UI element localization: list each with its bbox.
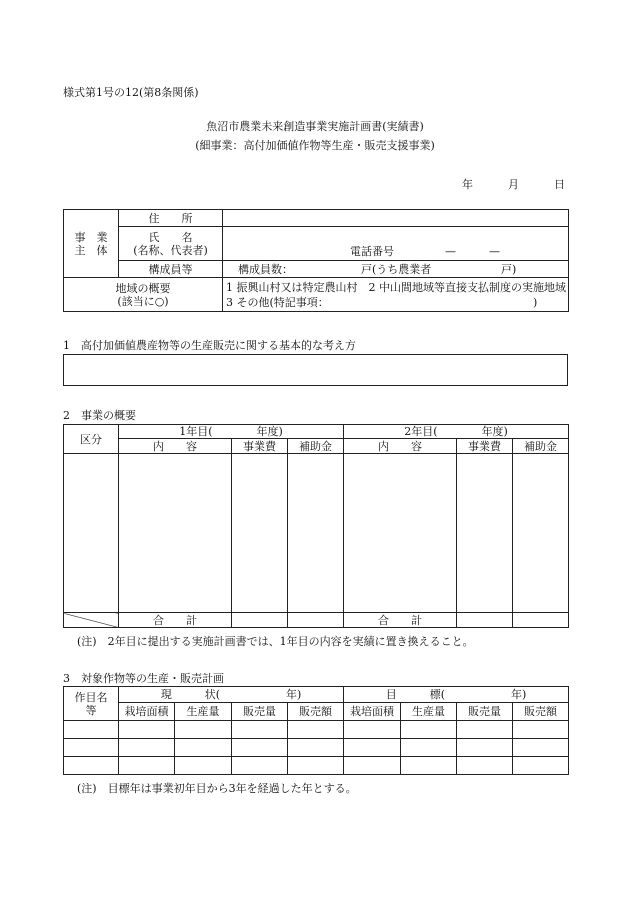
phone-label: 電話番号 — [350, 245, 394, 258]
crop-label-line-1: 作目名 — [74, 690, 108, 704]
members-count-label: 構成員数： — [238, 263, 293, 276]
table-cell[interactable] — [457, 739, 513, 757]
section1-heading: 1 高付加価値農産物等の生産販売に関する基本的な考え方 — [63, 339, 356, 352]
name-label: 氏 名 — [148, 230, 193, 244]
year2-subsidy-total[interactable] — [513, 613, 569, 628]
region-options[interactable] — [223, 278, 569, 312]
col-header: 栽培面積 — [344, 703, 401, 721]
households-label: 戸(うち農業者 — [361, 263, 432, 276]
year2-cost-label: 事業費 — [457, 439, 513, 454]
section1-input-box[interactable] — [63, 354, 568, 386]
address-field[interactable] — [223, 210, 569, 227]
table-row — [64, 739, 569, 757]
year1-subsidy-total[interactable] — [288, 613, 344, 628]
table-cell[interactable] — [401, 757, 457, 775]
table-cell[interactable] — [232, 757, 288, 775]
section3-heading: 3 対象作物等の生産・販売計画 — [63, 672, 224, 685]
year1-total-label: 合 計 — [119, 613, 232, 628]
table-cell[interactable] — [175, 757, 232, 775]
project-summary-table — [63, 424, 569, 628]
applicant-group-label-2: 主 体 — [74, 243, 108, 257]
name-sub-label: (名称、代表者) — [133, 243, 208, 257]
region-option-line-1: 1 振興山村又は特定農山村 2 中山間地域等直接支払制度の実施地域 — [226, 281, 566, 294]
table-cell[interactable] — [64, 721, 119, 739]
year2-cost-field[interactable] — [457, 454, 513, 613]
table-row — [64, 757, 569, 775]
date-day: 日 — [554, 178, 565, 191]
region-option-line-2: 3 その他(特記事項： — [226, 296, 329, 309]
region-sub-label: (該当に○) — [117, 294, 169, 308]
category-label: 区分 — [64, 425, 119, 454]
year2-subsidy-field[interactable] — [513, 454, 569, 613]
table-cell[interactable] — [401, 721, 457, 739]
table-cell[interactable] — [232, 739, 288, 757]
col-header: 販売量 — [457, 703, 513, 721]
date-month: 月 — [508, 178, 519, 191]
page-subtitle: (細事業：高付加価値作物等生産・販売支援事業) — [195, 139, 435, 152]
category-field[interactable] — [64, 454, 119, 613]
table-cell[interactable] — [288, 757, 344, 775]
members-label: 構成員等 — [119, 261, 223, 278]
year1-subsidy-label: 補助金 — [288, 439, 344, 454]
crop-label-line-2: 等 — [85, 703, 97, 717]
col-header: 生産量 — [401, 703, 457, 721]
households-end: 戸) — [501, 263, 517, 276]
col-header: 販売額 — [513, 703, 569, 721]
total-diagonal-cell — [64, 613, 119, 628]
table-cell[interactable] — [288, 721, 344, 739]
region-option-close: ) — [533, 296, 538, 309]
crop-label — [64, 687, 119, 721]
section3-note: (注) 目標年は事業初年目から3年を経過した年とする。 — [77, 782, 357, 795]
year2-content-field[interactable] — [344, 454, 457, 613]
table-cell[interactable] — [64, 739, 119, 757]
year2-cost-total[interactable] — [457, 613, 513, 628]
section2-heading: 2 事業の概要 — [63, 409, 136, 422]
col-header: 栽培面積 — [119, 703, 175, 721]
table-cell[interactable] — [232, 721, 288, 739]
table-cell[interactable] — [457, 721, 513, 739]
applicant-table — [63, 209, 569, 312]
col-header: 販売量 — [232, 703, 288, 721]
table-cell[interactable] — [288, 739, 344, 757]
current-status-label: 現 状( 年) — [119, 687, 344, 703]
col-header: 生産量 — [175, 703, 232, 721]
table-cell[interactable] — [344, 721, 401, 739]
table-cell[interactable] — [513, 739, 569, 757]
table-row — [64, 721, 569, 739]
year1-cost-label: 事業費 — [232, 439, 288, 454]
table-cell[interactable] — [119, 757, 175, 775]
phone-dashes: — — — [445, 245, 500, 258]
year1-subsidy-field[interactable] — [288, 454, 344, 613]
year2-label: 2年目( 年度) — [344, 425, 569, 439]
table-cell[interactable] — [401, 739, 457, 757]
table-cell[interactable] — [175, 721, 232, 739]
region-label: 地域の概要 — [115, 281, 171, 295]
year1-cost-total[interactable] — [232, 613, 288, 628]
table-cell[interactable] — [513, 757, 569, 775]
year1-label: 1年目( 年度) — [119, 425, 344, 439]
year2-content-label: 内 容 — [344, 439, 457, 454]
applicant-group-label-1: 事 業 — [74, 230, 108, 244]
members-field[interactable] — [223, 261, 569, 278]
year1-content-label: 内 容 — [119, 439, 232, 454]
year1-content-field[interactable] — [119, 454, 232, 613]
table-cell[interactable] — [119, 739, 175, 757]
section2-note: (注) 2年目に提出する実施計画書では、1年目の内容を実績に置き換えること。 — [77, 635, 474, 648]
table-cell[interactable] — [64, 757, 119, 775]
table-cell[interactable] — [457, 757, 513, 775]
year2-total-label: 合 計 — [344, 613, 457, 628]
col-header: 販売額 — [288, 703, 344, 721]
region-label-cell — [64, 278, 223, 312]
table-cell[interactable] — [119, 721, 175, 739]
table-cell[interactable] — [175, 739, 232, 757]
year1-cost-field[interactable] — [232, 454, 288, 613]
address-label: 住 所 — [119, 210, 223, 227]
page-title: 魚沼市農業未来創造事業実施計画書(実績書) — [206, 120, 424, 133]
name-label-cell — [119, 227, 223, 261]
table-cell[interactable] — [513, 721, 569, 739]
table-cell[interactable] — [344, 739, 401, 757]
form-number: 様式第1号の12(第8条関係) — [63, 86, 199, 99]
target-label: 目 標( 年) — [344, 687, 569, 703]
applicant-group-label — [64, 210, 119, 278]
table-cell[interactable] — [344, 757, 401, 775]
date-year: 年 — [462, 178, 473, 191]
year2-subsidy-label: 補助金 — [513, 439, 569, 454]
name-field[interactable] — [223, 227, 569, 261]
production-plan-table — [63, 686, 569, 775]
